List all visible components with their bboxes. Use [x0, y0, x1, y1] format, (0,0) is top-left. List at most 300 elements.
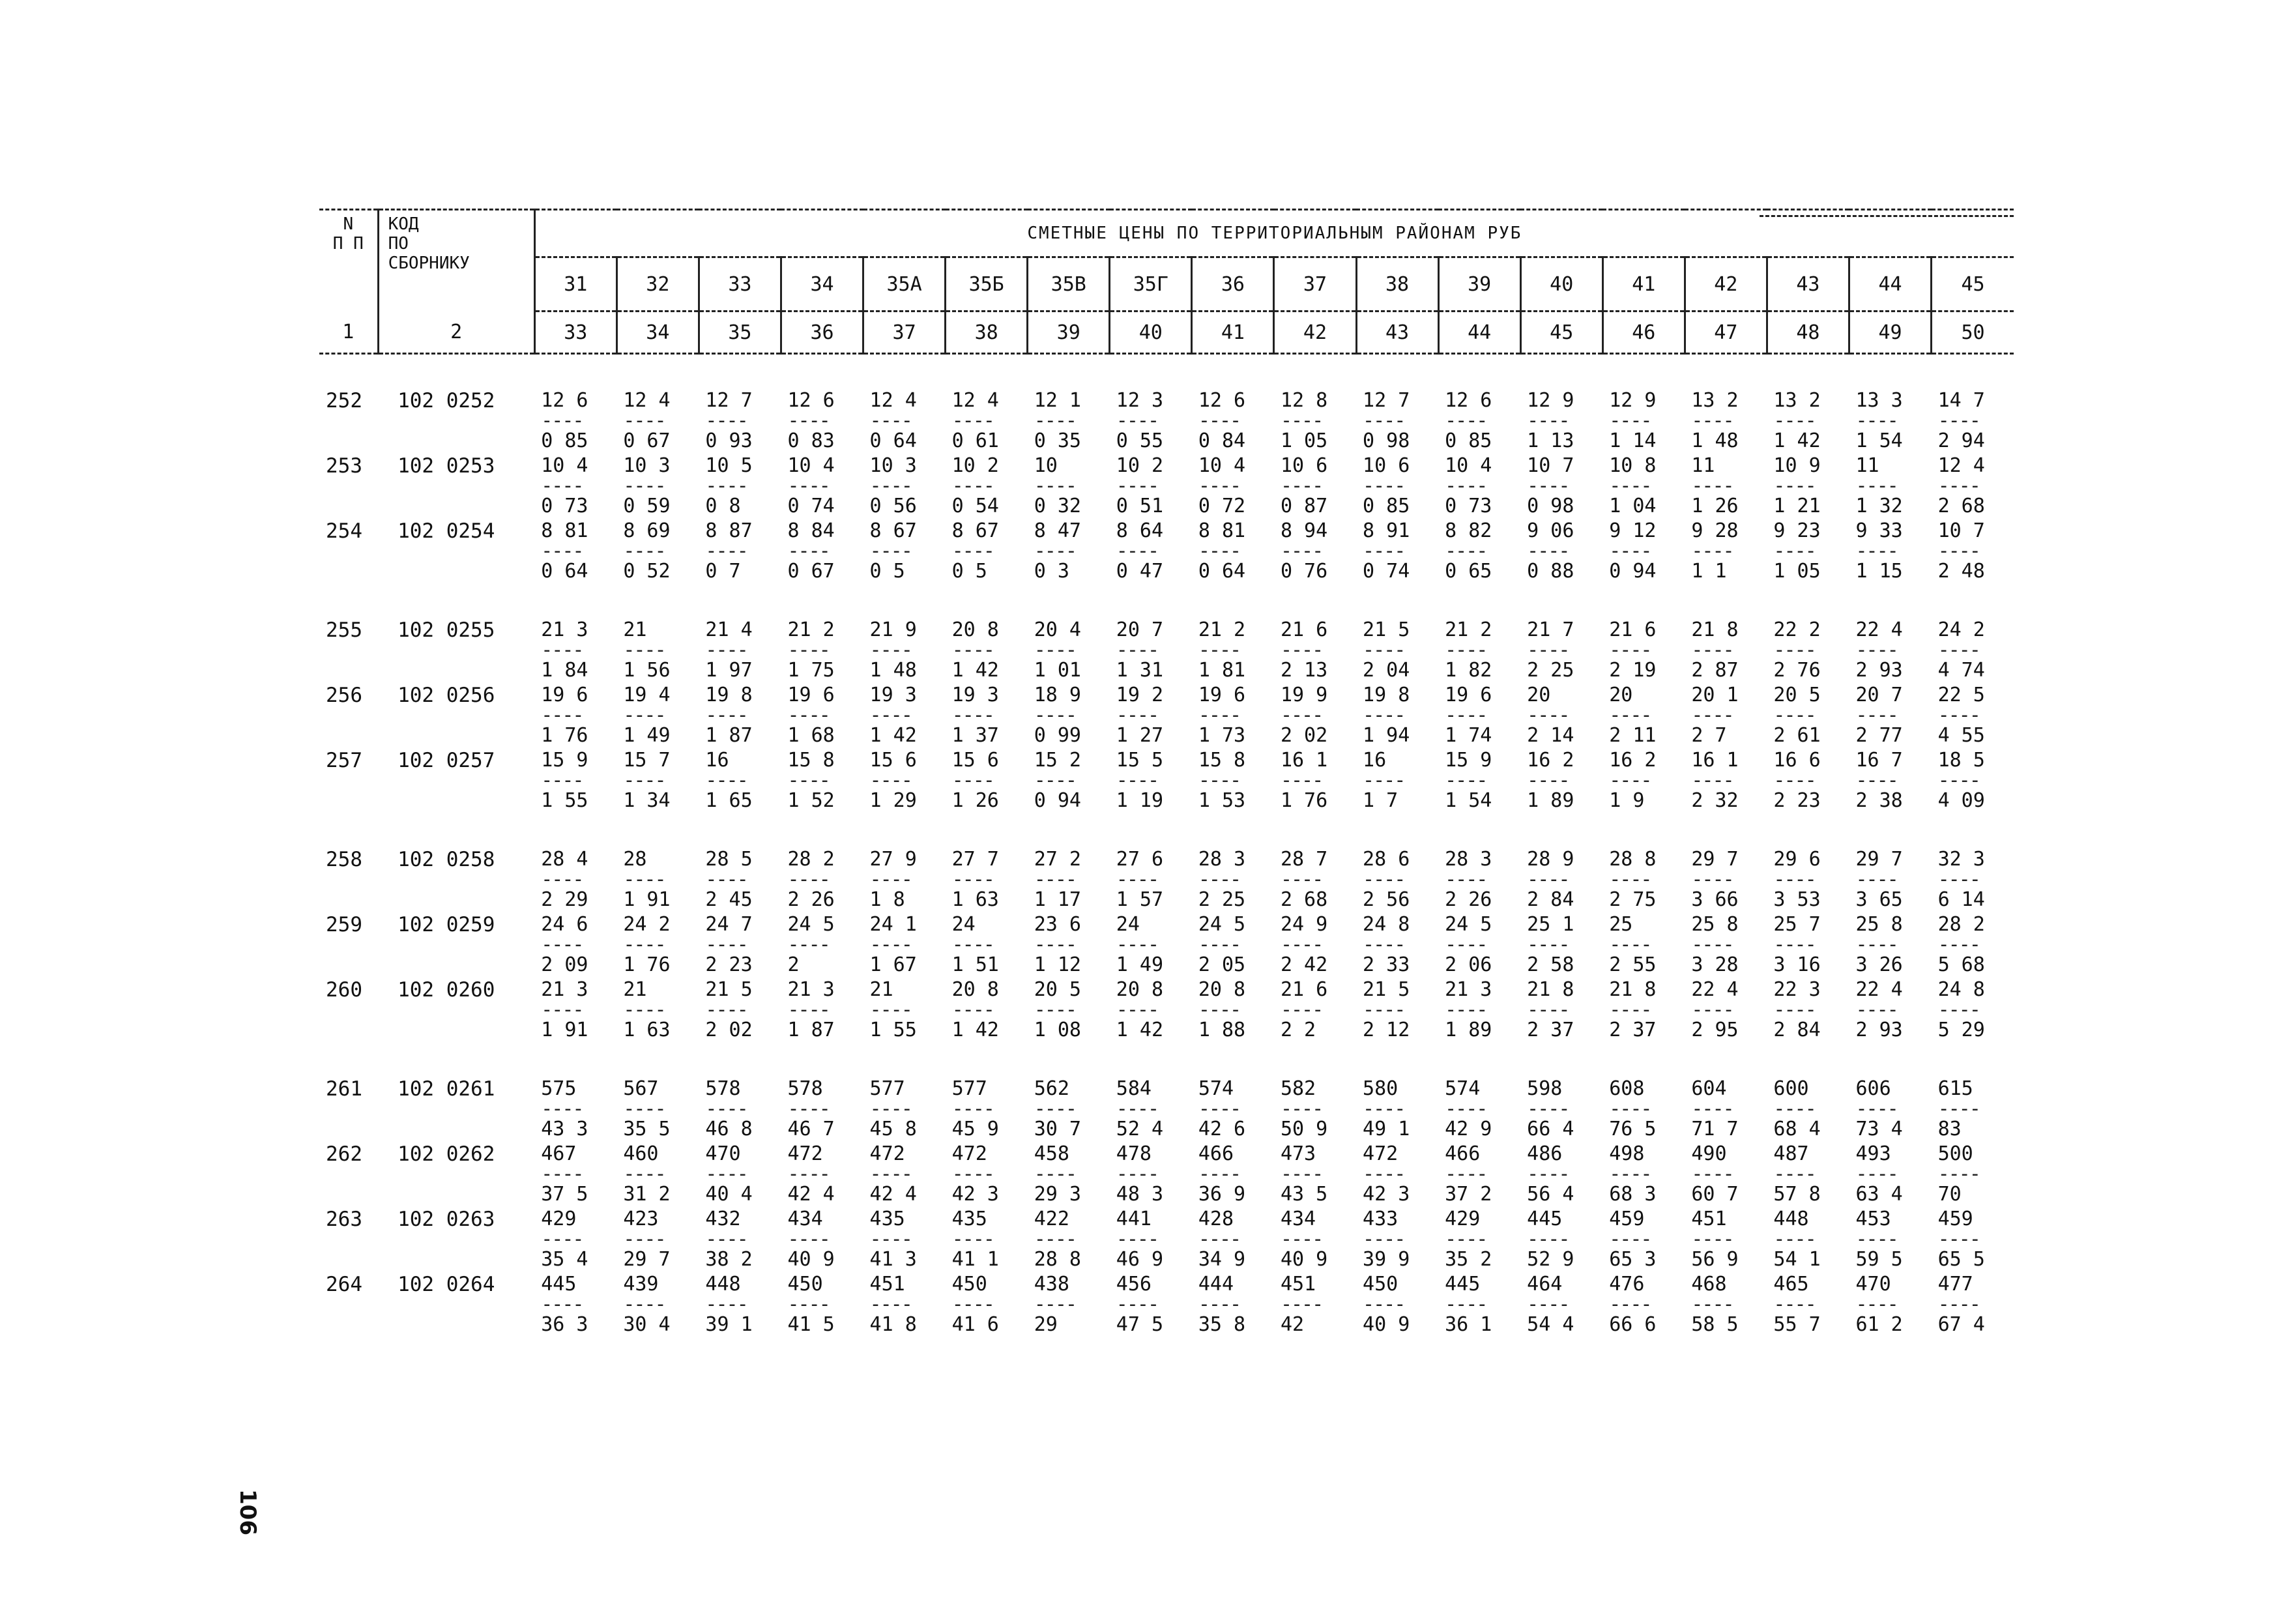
value-divider: ----: [951, 409, 994, 429]
price-value: 27 2: [1034, 848, 1081, 871]
price-cell: [1685, 723, 1767, 789]
price-cell: [781, 789, 863, 813]
price-value: 428: [1198, 1208, 1234, 1230]
price-value: 19 6: [541, 684, 588, 706]
price-value: 28 2: [787, 848, 835, 871]
value-divider: ----: [951, 998, 994, 1018]
price-cell: [1685, 559, 1767, 584]
price-value-secondary: 52 9: [1527, 1248, 1574, 1271]
row-number: [319, 658, 378, 723]
price-cell: [781, 1117, 863, 1182]
price-value: 15 6: [869, 749, 917, 772]
price-cell: [1767, 1077, 1849, 1117]
price-value-secondary: 35 8: [1198, 1313, 1246, 1336]
price-cell: [1356, 789, 1438, 813]
price-value-secondary: 0 99: [1034, 724, 1081, 747]
price-value-secondary: 34 9: [1198, 1248, 1246, 1271]
price-cell: [781, 888, 863, 953]
price-value: 453: [1855, 1208, 1891, 1230]
value-divider: ----: [541, 1163, 583, 1182]
price-cell: [1192, 1018, 1274, 1043]
price-cell: [1520, 847, 1602, 888]
row-number-spacer: [319, 1247, 378, 1272]
price-cell: [1110, 1182, 1192, 1247]
group-spacer: [319, 1043, 2014, 1077]
price-cell: [699, 1018, 781, 1043]
price-value-secondary: 1 52: [787, 789, 835, 812]
price-value-secondary: 2 06: [1445, 953, 1492, 976]
price-cell: [863, 388, 946, 429]
price-value-secondary: 31 2: [623, 1183, 671, 1206]
price-cell: [1274, 888, 1356, 953]
price-cell: [1274, 847, 1356, 888]
price-value-secondary: 1 37: [951, 724, 999, 747]
price-table-body: [319, 354, 2014, 1338]
price-value: 8 82: [1445, 519, 1492, 542]
price-value-secondary: 1 89: [1527, 789, 1574, 812]
price-value: 25 1: [1527, 913, 1574, 936]
value-divider: ----: [1527, 409, 1569, 429]
price-value-secondary: 1 91: [541, 1019, 588, 1041]
price-value-secondary: 35 2: [1445, 1248, 1492, 1271]
row-number-spacer: [319, 658, 378, 683]
price-cell: [534, 1182, 616, 1247]
price-value: 574: [1198, 1077, 1234, 1100]
value-divider: ----: [1034, 540, 1076, 559]
price-value-secondary: 37 2: [1445, 1183, 1492, 1206]
value-divider: ----: [1280, 1163, 1323, 1182]
row-code-spacer: [391, 658, 534, 683]
price-cell: [863, 1117, 946, 1182]
price-value-secondary: 46 7: [787, 1118, 835, 1140]
price-cell: [1520, 1312, 1602, 1337]
price-value: 10 4: [541, 454, 588, 477]
value-divider: ----: [1691, 704, 1733, 723]
price-value-secondary: 55 7: [1773, 1313, 1821, 1336]
price-cell: [1602, 888, 1685, 953]
value-divider: ----: [1445, 639, 1487, 658]
price-cell: [1274, 1312, 1356, 1337]
price-value-secondary: 2: [787, 953, 800, 976]
price-cell: [1767, 847, 1849, 888]
price-value: 28: [623, 848, 647, 871]
price-value: 10 7: [1937, 519, 1985, 542]
price-cell: [1110, 658, 1192, 723]
value-divider: ----: [623, 1097, 665, 1117]
value-divider: ----: [1609, 409, 1651, 429]
price-cell: [1356, 953, 1438, 1018]
price-cell: [699, 618, 781, 658]
price-value-secondary: 0 83: [787, 429, 835, 452]
price-value: 464: [1527, 1273, 1563, 1296]
value-divider: ----: [1280, 409, 1323, 429]
value-divider: ----: [1855, 998, 1898, 1018]
price-value-secondary: 0 84: [1198, 429, 1246, 452]
value-divider: ----: [1363, 474, 1405, 494]
price-value: 16 7: [1855, 749, 1903, 772]
price-cell: [1932, 494, 2014, 559]
value-divider: ----: [1116, 1163, 1159, 1182]
value-divider: ----: [1855, 1097, 1898, 1117]
price-cell: [1767, 494, 1849, 559]
value-divider: ----: [1937, 933, 1980, 953]
row-number: [319, 1182, 378, 1247]
price-value: 562: [1034, 1077, 1069, 1100]
value-divider: ----: [705, 540, 747, 559]
price-value: 429: [1445, 1208, 1481, 1230]
price-value: 12 6: [541, 389, 588, 412]
price-value: 465: [1773, 1273, 1809, 1296]
price-cell: [1849, 1117, 1931, 1182]
price-value-secondary: 40 9: [1280, 1248, 1328, 1271]
price-value-secondary: 40 9: [787, 1248, 835, 1271]
value-divider: ----: [1691, 998, 1733, 1018]
price-value-secondary: 1 76: [1280, 789, 1328, 812]
value-divider: ----: [1691, 769, 1733, 789]
row-code: [378, 1117, 534, 1182]
price-cell: [1602, 559, 1685, 584]
price-cell: [1520, 953, 1602, 1018]
price-value: 435: [951, 1208, 987, 1230]
price-cell: [946, 1247, 1028, 1312]
price-value: 16: [1363, 749, 1387, 772]
value-divider: ----: [705, 704, 747, 723]
value-divider: ----: [1691, 474, 1733, 494]
price-value-secondary: 1 73: [1198, 724, 1246, 747]
price-value-secondary: 67 4: [1937, 1313, 1985, 1336]
table-row-bottom: [319, 789, 2014, 813]
price-cell: [1849, 1018, 1931, 1043]
price-cell: [781, 618, 863, 658]
price-value-secondary: 2 95: [1691, 1019, 1739, 1041]
row-code-text: 102 0256: [398, 684, 495, 707]
price-value: 8 94: [1280, 519, 1328, 542]
price-value-secondary: 1 27: [1116, 724, 1164, 747]
price-value: 21: [623, 618, 647, 641]
price-value-secondary: 2 12: [1363, 1019, 1410, 1041]
price-value-secondary: 1 32: [1855, 495, 1903, 517]
value-divider: ----: [1445, 1163, 1487, 1182]
price-value-secondary: 2 11: [1609, 724, 1657, 747]
header-col-number-5: 38: [946, 312, 1028, 354]
price-value: 577: [869, 1077, 905, 1100]
price-value-secondary: 41 1: [951, 1248, 999, 1271]
value-divider: ----: [1855, 769, 1898, 789]
price-cell: [1849, 429, 1931, 494]
price-value-secondary: 0 5: [951, 560, 987, 583]
row-number-text: 257: [326, 749, 362, 772]
price-value: 467: [541, 1142, 577, 1165]
price-cell: [781, 723, 863, 789]
price-value: 567: [623, 1077, 659, 1100]
price-value-secondary: 1 42: [951, 1019, 999, 1041]
price-value-secondary: 1 17: [1034, 888, 1081, 911]
value-divider: ----: [1855, 540, 1898, 559]
value-divider: ----: [1034, 1097, 1076, 1117]
price-cell: [1274, 1182, 1356, 1247]
price-value: 12 6: [1445, 389, 1492, 412]
price-cell: [863, 1312, 946, 1337]
price-value: 490: [1691, 1142, 1727, 1165]
row-number-text: 258: [326, 848, 362, 871]
price-cell: [1110, 388, 1192, 429]
price-cell: [781, 1018, 863, 1043]
price-cell: [1438, 789, 1520, 813]
price-cell: [1602, 953, 1685, 1018]
price-cell: [781, 847, 863, 888]
price-value: 478: [1116, 1142, 1152, 1165]
price-value-secondary: 2 14: [1527, 724, 1574, 747]
price-value-secondary: 0 52: [623, 560, 671, 583]
value-divider: ----: [1116, 1293, 1159, 1312]
price-value: 434: [787, 1208, 823, 1230]
table-row-bottom: [319, 1312, 2014, 1337]
value-divider: ----: [1363, 769, 1405, 789]
price-value: 451: [1280, 1273, 1316, 1296]
price-cell: [946, 429, 1028, 494]
price-cell: [1767, 658, 1849, 723]
value-divider: ----: [1280, 868, 1323, 888]
price-cell: [1356, 888, 1438, 953]
price-cell: [1356, 388, 1438, 429]
price-value-secondary: 4 09: [1937, 789, 1985, 812]
row-number: [319, 888, 378, 953]
header-col-number-0: 33: [534, 312, 616, 354]
price-cell: [1520, 658, 1602, 723]
price-cell: [1849, 1077, 1931, 1117]
price-value: 16 2: [1527, 749, 1574, 772]
price-value-secondary: 0 72: [1198, 495, 1246, 517]
table-row-bottom: [319, 1018, 2014, 1043]
price-cell: [1520, 1018, 1602, 1043]
price-cell: [946, 1117, 1028, 1182]
price-value: 13 2: [1691, 389, 1739, 412]
price-value-secondary: 0 94: [1034, 789, 1081, 812]
price-cell: [699, 1117, 781, 1182]
price-value-secondary: 1 84: [541, 659, 588, 682]
price-cell: [1767, 559, 1849, 584]
group-spacer-cell: [319, 354, 2014, 389]
value-divider: ----: [1855, 933, 1898, 953]
price-value: 25 8: [1691, 913, 1739, 936]
price-value: 450: [787, 1273, 823, 1296]
price-cell: [1028, 618, 1110, 658]
price-cell: [946, 1182, 1028, 1247]
value-divider: ----: [1773, 933, 1816, 953]
value-divider: ----: [1527, 639, 1569, 658]
price-value: 11: [1855, 454, 1879, 477]
price-value: 20 4: [1034, 618, 1081, 641]
price-cell: [616, 618, 699, 658]
price-value: 15 7: [623, 749, 671, 772]
price-cell: [699, 494, 781, 559]
price-value-secondary: 37 5: [541, 1183, 588, 1206]
price-cell: [1767, 388, 1849, 429]
price-value-secondary: 36 1: [1445, 1313, 1492, 1336]
value-divider: ----: [1527, 868, 1569, 888]
price-value: 20 7: [1855, 684, 1903, 706]
price-value-secondary: 46 8: [705, 1118, 753, 1140]
price-value: 472: [787, 1142, 823, 1165]
value-divider: ----: [869, 1228, 912, 1247]
price-value-secondary: 1 49: [623, 724, 671, 747]
price-cell: [534, 1312, 616, 1337]
value-divider: ----: [1445, 474, 1487, 494]
price-cell: [1767, 1247, 1849, 1312]
value-divider: ----: [1034, 409, 1076, 429]
price-cell: [1685, 429, 1767, 494]
price-value: 16 6: [1773, 749, 1821, 772]
row-number: [319, 494, 378, 559]
value-divider: ----: [951, 1228, 994, 1247]
price-cell: [946, 953, 1028, 1018]
price-value-secondary: 2 7: [1691, 724, 1727, 747]
value-divider: ----: [1034, 769, 1076, 789]
price-value-secondary: 2 04: [1363, 659, 1410, 682]
price-value-secondary: 42 3: [1363, 1183, 1410, 1206]
price-value-secondary: 41 6: [951, 1313, 999, 1336]
price-cell: [616, 1117, 699, 1182]
value-divider: ----: [1116, 639, 1159, 658]
price-value-secondary: 2 38: [1855, 789, 1903, 812]
price-cell: [1602, 1247, 1685, 1312]
value-divider: ----: [1773, 704, 1816, 723]
price-cell: [863, 1182, 946, 1247]
price-value: 10 3: [869, 454, 917, 477]
price-value: 615: [1937, 1077, 1973, 1100]
price-value: 8 67: [869, 519, 917, 542]
price-cell: [1356, 429, 1438, 494]
price-cell: [1520, 888, 1602, 953]
group-spacer: [319, 584, 2014, 618]
table-row: [319, 618, 2014, 658]
price-cell: [1849, 1247, 1931, 1312]
price-cell: [1767, 953, 1849, 1018]
price-table: [319, 209, 2014, 1337]
price-value-secondary: 4 55: [1937, 724, 1985, 747]
price-cell: [534, 953, 616, 1018]
price-value: 28 8: [1609, 848, 1657, 871]
price-value: 21 3: [541, 978, 588, 1001]
group-spacer-cell: [319, 813, 2014, 847]
price-value: 21 6: [1609, 618, 1657, 641]
price-value-secondary: 48 3: [1116, 1183, 1164, 1206]
price-value-secondary: 1 94: [1363, 724, 1410, 747]
price-value-secondary: 0 94: [1609, 560, 1657, 583]
price-value-secondary: 43 5: [1280, 1183, 1328, 1206]
value-divider: ----: [541, 998, 583, 1018]
value-divider: ----: [1527, 769, 1569, 789]
header-code-label-2: ПО: [388, 234, 409, 254]
empty-cell: [319, 789, 378, 813]
price-cell: [1438, 1182, 1520, 1247]
price-value-secondary: 2 77: [1855, 724, 1903, 747]
price-cell: [1932, 429, 2014, 494]
header-col-num-1: 1: [319, 312, 378, 354]
value-divider: ----: [1445, 998, 1487, 1018]
empty-cell: [378, 1018, 534, 1043]
price-value-secondary: 49 1: [1363, 1118, 1410, 1140]
table-row: [319, 1247, 2014, 1312]
price-value-secondary: 2 48: [1937, 560, 1985, 583]
price-cell: [1602, 388, 1685, 429]
price-cell: [699, 559, 781, 584]
value-divider: ----: [1116, 868, 1159, 888]
price-value-secondary: 0 47: [1116, 560, 1164, 583]
row-code: [378, 888, 534, 953]
price-cell: [1602, 789, 1685, 813]
price-value-secondary: 1 82: [1445, 659, 1492, 682]
value-divider: ----: [951, 868, 994, 888]
price-cell: [1028, 789, 1110, 813]
value-divider: ----: [1937, 1293, 1980, 1312]
price-value: 28 9: [1527, 848, 1574, 871]
price-value: 10 4: [787, 454, 835, 477]
price-value-secondary: 76 5: [1609, 1118, 1657, 1140]
price-value: 432: [705, 1208, 741, 1230]
price-cell: [1438, 723, 1520, 789]
value-divider: ----: [1609, 1293, 1651, 1312]
price-value: 472: [951, 1142, 987, 1165]
price-value-secondary: 42 4: [787, 1183, 835, 1206]
price-cell: [1685, 1117, 1767, 1182]
price-value-secondary: 5 68: [1937, 953, 1985, 976]
price-cell: [1849, 618, 1931, 658]
price-value: 429: [541, 1208, 577, 1230]
table-row: [319, 847, 2014, 888]
price-value-secondary: 2 09: [541, 953, 588, 976]
price-cell: [616, 1312, 699, 1337]
value-divider: ----: [1116, 474, 1159, 494]
price-value: 20 5: [1034, 978, 1081, 1001]
value-divider: ----: [705, 1097, 747, 1117]
price-cell: [781, 658, 863, 723]
price-cell: [1767, 618, 1849, 658]
row-number-spacer: [319, 953, 378, 978]
value-divider: ----: [1280, 1293, 1323, 1312]
row-code-spacer: [391, 723, 534, 748]
empty-cell: [319, 1312, 378, 1337]
price-value: 29 7: [1855, 848, 1903, 871]
price-value-secondary: 1 14: [1609, 429, 1657, 452]
price-cell: [1274, 658, 1356, 723]
price-value: 29 6: [1773, 848, 1821, 871]
price-value-secondary: 2 42: [1280, 953, 1328, 976]
price-cell: [1356, 723, 1438, 789]
price-cell: [1192, 1182, 1274, 1247]
price-value-secondary: 2 32: [1691, 789, 1739, 812]
price-value-secondary: 2 37: [1609, 1019, 1657, 1041]
price-value-secondary: 1 21: [1773, 495, 1821, 517]
value-divider: ----: [705, 933, 747, 953]
price-cell: [1274, 388, 1356, 429]
value-divider: ----: [1773, 639, 1816, 658]
price-value-secondary: 1 89: [1445, 1019, 1492, 1041]
value-divider: ----: [705, 769, 747, 789]
price-value: 19 3: [869, 684, 917, 706]
value-divider: ----: [1363, 1228, 1405, 1247]
price-cell: [1849, 1312, 1931, 1337]
price-value: 15 2: [1034, 749, 1081, 772]
row-code-spacer: [391, 1247, 534, 1272]
price-cell: [534, 429, 616, 494]
header-col-number-15: 48: [1767, 312, 1849, 354]
value-divider: ----: [541, 474, 583, 494]
price-value: 493: [1855, 1142, 1891, 1165]
price-cell: [1192, 953, 1274, 1018]
price-value: 21 6: [1280, 618, 1328, 641]
price-cell: [1356, 559, 1438, 584]
